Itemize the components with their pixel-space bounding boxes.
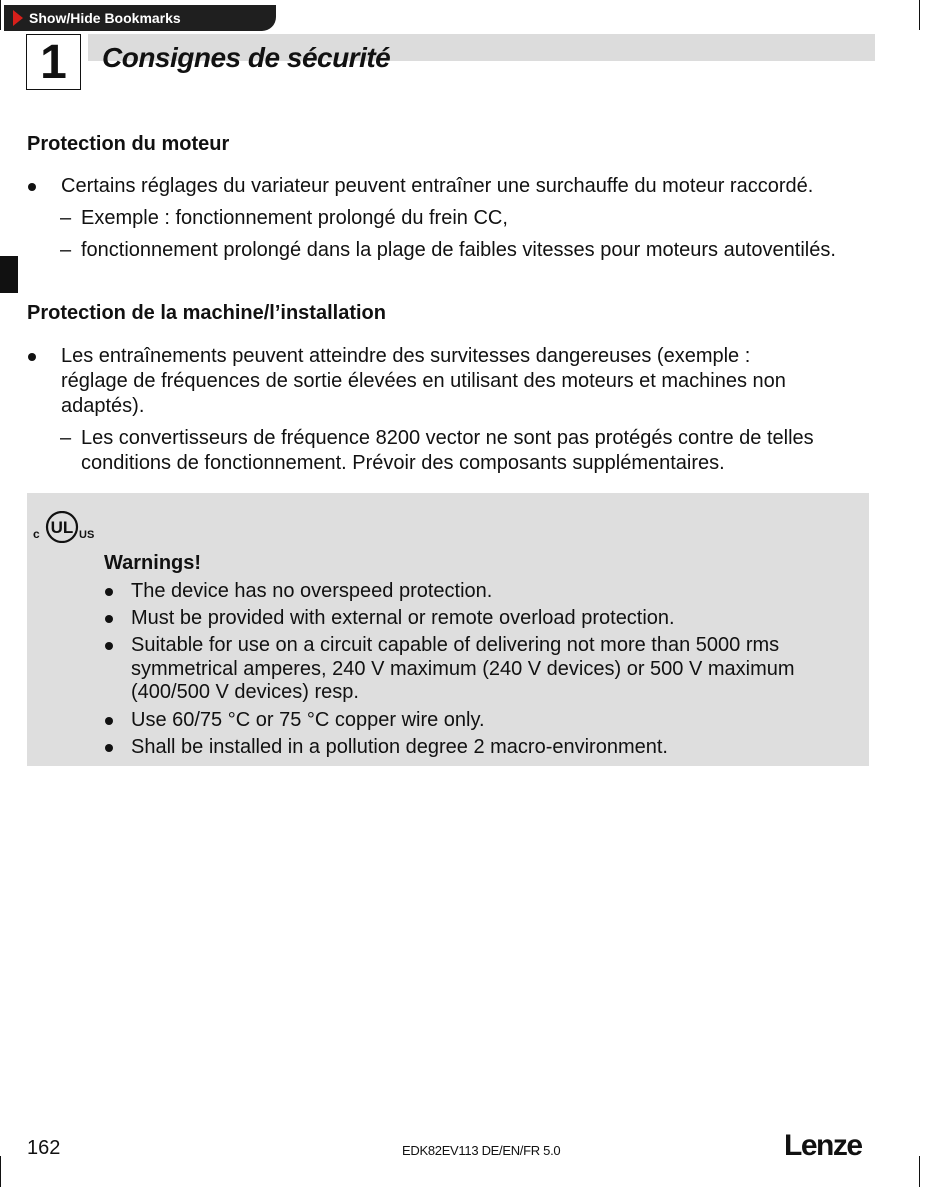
chapter-title: Consignes de sécurité xyxy=(102,42,391,73)
dash-icon: – xyxy=(60,239,72,261)
section-heading-motor: Protection du moteur xyxy=(27,133,230,155)
warning-title: Warnings! xyxy=(104,552,202,574)
crop-mark xyxy=(0,1156,1,1187)
dash-icon: – xyxy=(60,207,72,229)
ul-logo-mark: UL xyxy=(50,518,74,537)
list-item: Certains réglages du variateur peuvent entraîner une surchauffe du moteur raccordé. xyxy=(61,175,814,197)
list-subitem: – fonctionnement prolongé dans la plage de faibles vitesses pour moteurs autoventilés. xyxy=(60,239,836,261)
warning-item: Must be provided with external or remote overload protection. xyxy=(131,607,675,629)
list-subitem: – Exemple : fonctionnement prolongé du frein CC, xyxy=(60,207,508,229)
triangle-right-icon xyxy=(13,10,23,26)
chapter-number: 1 xyxy=(40,35,67,89)
ul-logo-c: c xyxy=(33,527,40,541)
bookmarks-label: Show/Hide Bookmarks xyxy=(29,10,181,26)
page-number: 162 xyxy=(27,1137,61,1159)
chapter-side-tab xyxy=(0,256,18,293)
dash-icon: – xyxy=(60,427,72,449)
ul-warning-box xyxy=(27,493,869,766)
warning-item: Use 60/75 °C or 75 °C copper wire only. xyxy=(131,709,485,731)
crop-mark xyxy=(919,1156,920,1187)
warning-item: The device has no overspeed protection. xyxy=(131,580,493,602)
list-item: Les entraînements peuvent atteindre des survitesses dangereuses (exemple : réglage de fréquences de sortie élevées en utilisant des moteurs et machines non adaptés). xyxy=(61,345,786,417)
document-code: EDK82EV113 DE/EN/FR 5.0 xyxy=(402,1143,561,1158)
warning-item: Shall be installed in a pollution degree 2 macro-environment. xyxy=(131,736,668,758)
crop-mark xyxy=(919,0,920,30)
ul-certification-icon xyxy=(30,511,96,543)
chapter-number-box xyxy=(26,34,81,90)
list-subitem: – Les convertisseurs de fréquence 8200 vector ne sont pas protégés contre de telles conditions de fonctionnement. Prévoir des composants supplémentaires. xyxy=(60,427,814,474)
lenze-logo: Lenze xyxy=(784,1129,862,1162)
crop-mark xyxy=(0,0,1,30)
ul-logo-us: US xyxy=(79,529,95,541)
section-heading-machine: Protection de la machine/l’installation xyxy=(27,302,386,324)
ul-logo xyxy=(30,511,96,543)
show-hide-bookmarks-button[interactable] xyxy=(4,5,276,31)
warning-item: Suitable for use on a circuit capable of delivering not more than 5000 rms symmetrical amperes, 240 V maximum (240 V devices) or 500 V maximum (400/500 V devices) resp. xyxy=(131,634,795,703)
